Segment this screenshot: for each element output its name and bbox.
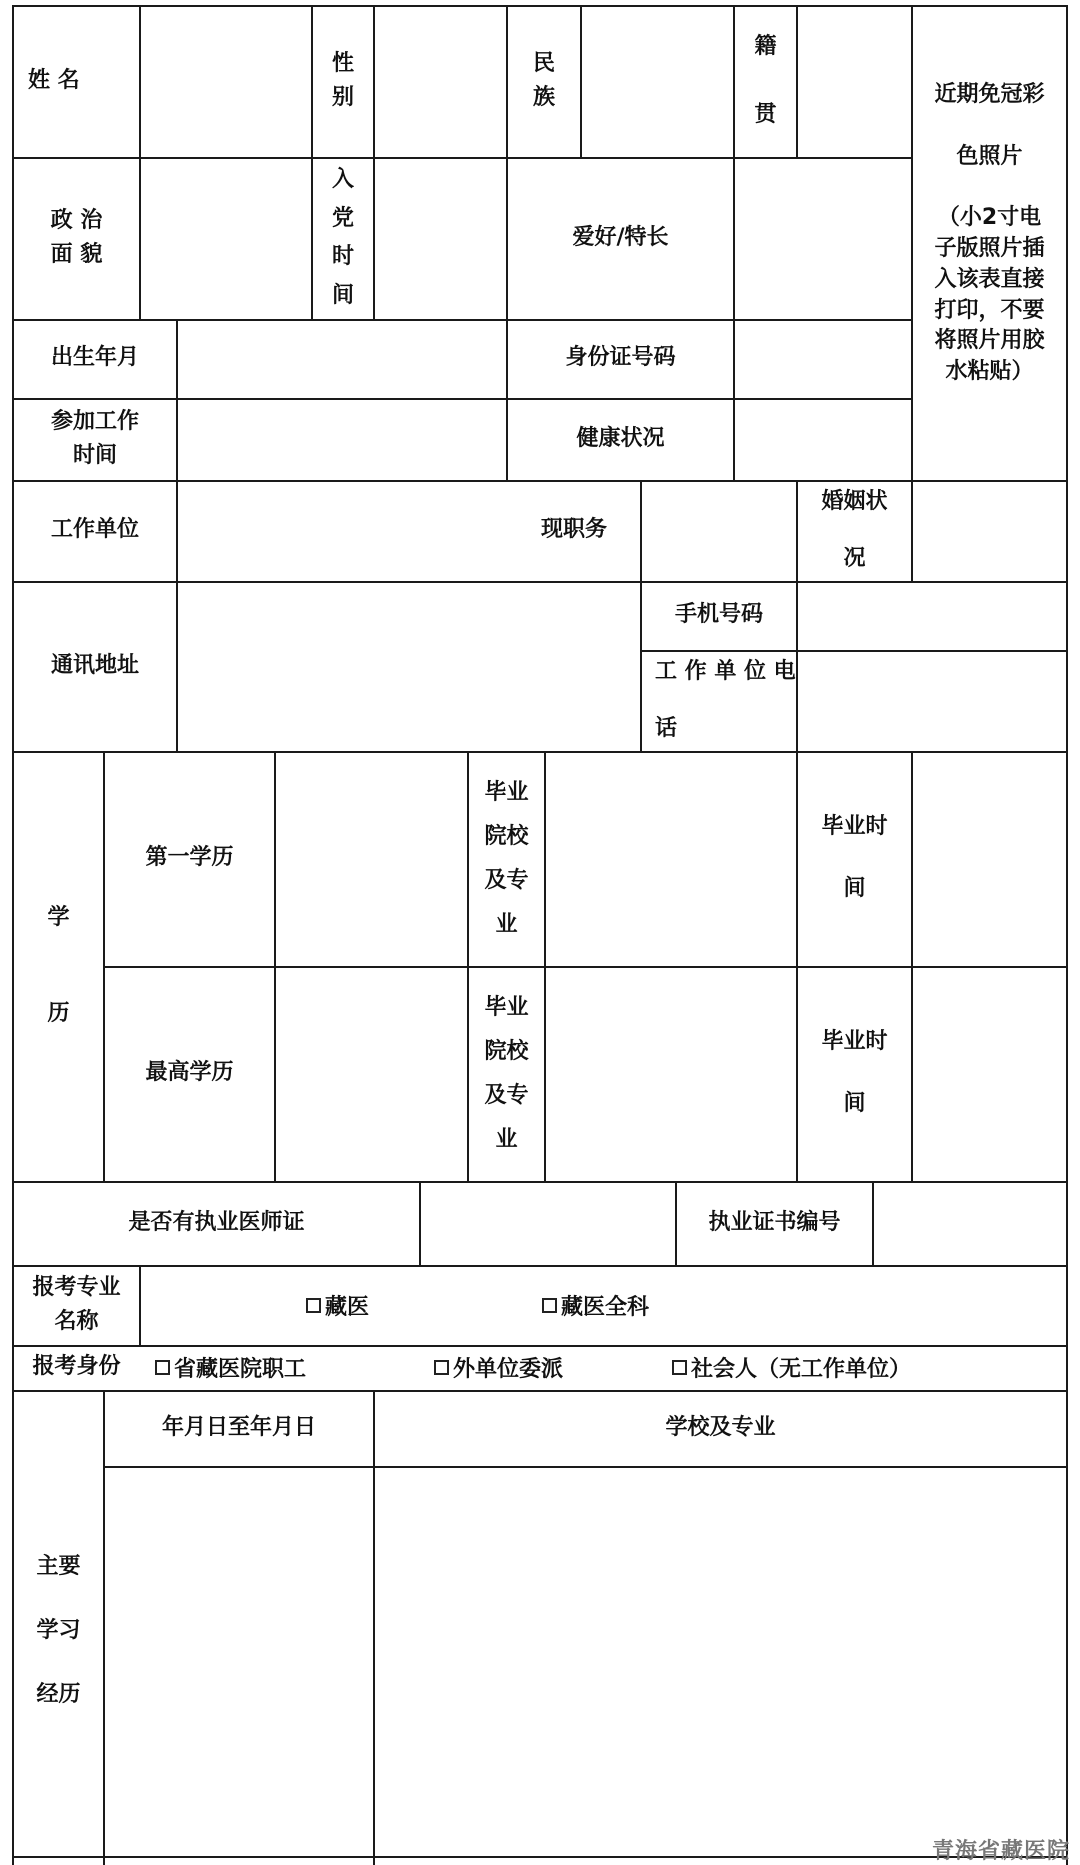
option-label: 外单位委派 <box>453 1357 564 1382</box>
party-join-date-field[interactable] <box>375 159 506 319</box>
native-place-label: 籍 贯 <box>754 33 777 128</box>
position-label: 现职务 <box>540 517 607 543</box>
physician-license-label: 是否有执业医师证 <box>128 1209 305 1235</box>
work-phone-field[interactable] <box>798 652 1066 751</box>
major-option-tibetan-medicine[interactable] <box>306 1265 369 1345</box>
highest-grad-time-label: 毕业时 间 <box>821 1029 888 1116</box>
birth-date-field[interactable] <box>178 321 506 398</box>
marital-status-field[interactable] <box>913 482 1066 581</box>
hobby-label: 爱好/特长 <box>572 224 669 250</box>
option-label: 省藏医院职工 <box>174 1357 307 1382</box>
identity-option-hospital-staff[interactable] <box>155 1345 306 1390</box>
date-range-header: 年月日至年月日 <box>161 1414 316 1440</box>
health-field[interactable] <box>735 400 911 480</box>
mobile-field[interactable] <box>798 583 1066 650</box>
option-label: 藏医全科 <box>561 1294 650 1320</box>
license-field[interactable] <box>421 1183 675 1265</box>
party-join-date-label: 入 党 时 间 <box>331 167 354 308</box>
address-field[interactable] <box>178 583 640 751</box>
identity-option-public[interactable] <box>672 1345 911 1390</box>
school-major-header: 学校及专业 <box>665 1414 776 1440</box>
study-history-label: 主要 学习 经历 <box>36 1554 81 1707</box>
gender-field[interactable] <box>375 7 506 157</box>
study-dates-field[interactable] <box>105 1468 373 1856</box>
mobile-label: 手机号码 <box>674 602 763 628</box>
option-label: 藏医 <box>325 1294 370 1320</box>
license-number-field[interactable] <box>874 1183 1066 1265</box>
photo-placeholder-note: 近期免冠彩 色照片 （小2寸电 子版照片插 入该表直接 打印，不要 将照片用胶 水粘贴） <box>934 82 1045 385</box>
work-start-field[interactable] <box>178 400 506 480</box>
line <box>12 1856 1068 1858</box>
checkbox-icon[interactable] <box>672 1360 687 1375</box>
checkbox-icon[interactable] <box>155 1360 170 1375</box>
name-label: 姓 名 <box>28 67 80 93</box>
highest-school-major-label: 毕业 院校 及专 业 <box>484 994 529 1152</box>
identity-label: 报考身份 <box>32 1354 121 1380</box>
first-degree-label: 第一学历 <box>145 845 234 871</box>
study-school-field[interactable] <box>375 1468 1066 1856</box>
native-place-field[interactable] <box>798 7 911 157</box>
education-label: 学 历 <box>47 905 70 1026</box>
hobby-field[interactable] <box>735 159 911 319</box>
identity-option-external-unit[interactable] <box>434 1345 563 1390</box>
employer-label: 工作单位 <box>50 517 139 543</box>
ethnicity-label: 民 族 <box>532 50 555 110</box>
id-number-label: 身份证号码 <box>565 345 676 371</box>
political-status-field[interactable] <box>141 159 311 319</box>
birth-date-label: 出生年月 <box>50 345 139 371</box>
checkbox-icon[interactable] <box>434 1360 449 1375</box>
address-label: 通讯地址 <box>50 652 139 678</box>
highest-degree-label: 最高学历 <box>145 1060 234 1086</box>
health-label: 健康状况 <box>576 425 665 451</box>
marital-status-label: 婚姻状 况 <box>821 488 888 571</box>
checkbox-icon[interactable] <box>306 1298 321 1313</box>
work-phone-label: 工 作 单 位 电 话 <box>655 658 796 741</box>
checkbox-icon[interactable] <box>542 1298 557 1313</box>
work-start-label: 参加工作 时间 <box>50 408 139 468</box>
line <box>139 1265 141 1345</box>
employer-field[interactable] <box>178 482 506 581</box>
option-label: 社会人（无工作单位） <box>691 1357 912 1382</box>
frame-right <box>1066 5 1068 1865</box>
license-number-label: 执业证书编号 <box>708 1209 841 1235</box>
major-name-label: 报考专业 名称 <box>32 1274 121 1334</box>
name-field[interactable] <box>141 7 311 157</box>
political-status-label: 政 治 面 貌 <box>50 207 103 267</box>
line <box>12 1265 1068 1267</box>
gender-label: 性 别 <box>331 50 354 110</box>
id-number-field[interactable] <box>735 321 911 398</box>
first-school-major-label: 毕业 院校 及专 业 <box>484 779 529 937</box>
watermark: 青海省藏医院 <box>931 1839 1070 1864</box>
position-field[interactable] <box>642 482 796 581</box>
ethnicity-field[interactable] <box>582 7 733 157</box>
major-option-tibetan-general[interactable] <box>542 1265 649 1345</box>
first-grad-time-label: 毕业时 间 <box>821 814 888 901</box>
